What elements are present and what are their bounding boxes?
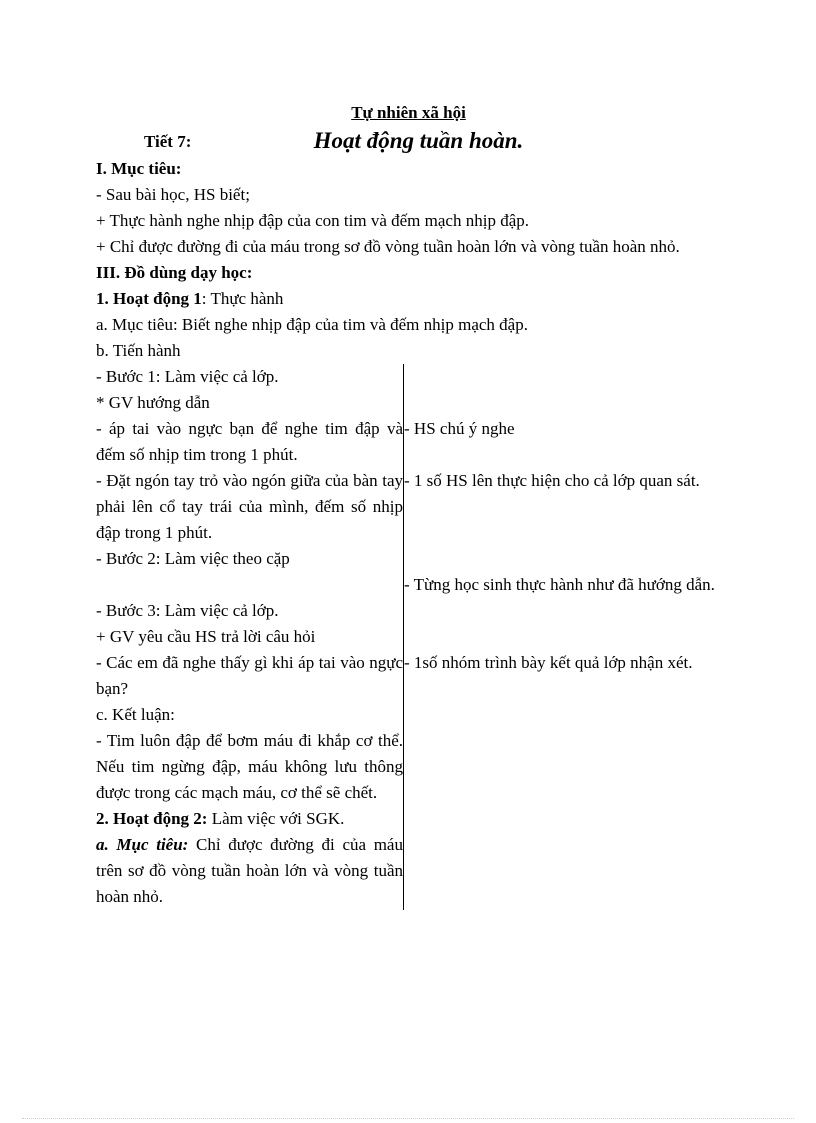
teacher-cell: - Bước 2: Làm việc theo cặp	[96, 546, 404, 572]
activity2-label: 2. Hoạt động 2:	[96, 809, 208, 828]
table-row	[96, 390, 721, 416]
activity1-heading	[96, 286, 721, 312]
student-cell	[404, 832, 722, 910]
teacher-cell: - Bước 1: Làm việc cả lớp.	[96, 364, 404, 390]
activity1-goal: a. Mục tiêu: Biết nghe nhịp đập của tim và đếm nhịp mạch đập.	[96, 315, 528, 334]
student-cell	[404, 598, 722, 624]
teacher-cell: - Tim luôn đập để bơm máu đi khắp cơ thể. Nếu tim ngừng đập, máu không lưu thông được trong các mạch máu, cơ thể sẽ chết.	[96, 728, 404, 806]
student-cell	[404, 364, 722, 390]
activity2-title: Làm việc với SGK.	[207, 809, 345, 828]
table-row	[96, 364, 721, 390]
student-cell: - Từng học sinh thực hành như đã hướng dẫn.	[404, 575, 715, 594]
objective-line: - Sau bài học, HS biết;	[96, 185, 250, 204]
lesson-title: Hoạt động tuần hoàn.	[313, 128, 524, 153]
teacher-cell: * GV hướng dẫn	[96, 390, 404, 416]
table-row	[96, 546, 721, 572]
goal2-text: Chỉ được đường đi của máu trên sơ đồ vòng tuần hoàn lớn và vòng tuần hoàn nhỏ.	[96, 835, 403, 906]
teacher-cell: - Đặt ngón tay trỏ vào ngón giữa của bàn tay phải lên cổ tay trái của mình, đếm số nhịp đập trong 1 phút.	[96, 468, 404, 546]
student-cell	[404, 728, 722, 806]
page-bottom-divider	[22, 1118, 794, 1119]
table-row	[96, 598, 721, 624]
teacher-cell: c. Kết luận:	[96, 702, 404, 728]
student-cell	[404, 702, 722, 728]
table-row	[96, 702, 721, 728]
student-cell: - 1 số HS lên thực hiện cho cả lớp quan sát.	[404, 471, 700, 490]
table-row	[96, 468, 721, 546]
teacher-cell: + GV yêu cầu HS trả lời câu hỏi	[96, 624, 404, 650]
teacher-cell: - Bước 3: Làm việc cả lớp.	[96, 598, 404, 624]
student-cell: - HS chú ý nghe	[404, 419, 515, 438]
teacher-cell	[96, 806, 404, 832]
student-cell	[404, 624, 722, 650]
student-cell	[404, 546, 722, 572]
objectives-heading: I. Mục tiêu:	[96, 159, 182, 178]
objective-line: + Chỉ được đường đi của máu trong sơ đồ vòng tuần hoàn lớn và vòng tuần hoàn nhỏ.	[96, 237, 680, 256]
student-cell	[404, 390, 722, 416]
teacher-cell: - Các em đã nghe thấy gì khi áp tai vào ngực bạn?	[96, 650, 404, 702]
lesson-heading-row	[96, 126, 721, 156]
table-row	[96, 832, 721, 910]
goal2-label: a. Mục tiêu:	[96, 835, 189, 854]
table-row	[96, 572, 721, 598]
student-cell: - 1số nhóm trình bày kết quả lớp nhận xét.	[404, 653, 693, 672]
activity1-title: : Thực hành	[201, 289, 284, 308]
table-row	[96, 416, 721, 468]
lesson-page	[96, 100, 721, 910]
teacher-cell	[96, 572, 404, 598]
table-row	[96, 650, 721, 702]
activity-table	[96, 364, 721, 910]
materials-heading: III. Đồ dùng dạy học:	[96, 263, 253, 282]
lesson-number: Tiết 7:	[144, 132, 192, 151]
objective-line: + Thực hành nghe nhịp đập của con tim và đếm mạch nhịp đập.	[96, 211, 529, 230]
table-row	[96, 806, 721, 832]
teacher-cell: - áp tai vào ngực bạn để nghe tim đập và đếm số nhịp tim trong 1 phút.	[96, 416, 404, 468]
table-row	[96, 728, 721, 806]
student-cell	[404, 806, 722, 832]
subject-title: Tự nhiên xã hội	[351, 103, 466, 122]
activity1-process: b. Tiến hành	[96, 341, 181, 360]
teacher-cell	[96, 832, 404, 910]
table-row	[96, 624, 721, 650]
activity1-label: 1. Hoạt động 1	[96, 289, 202, 308]
